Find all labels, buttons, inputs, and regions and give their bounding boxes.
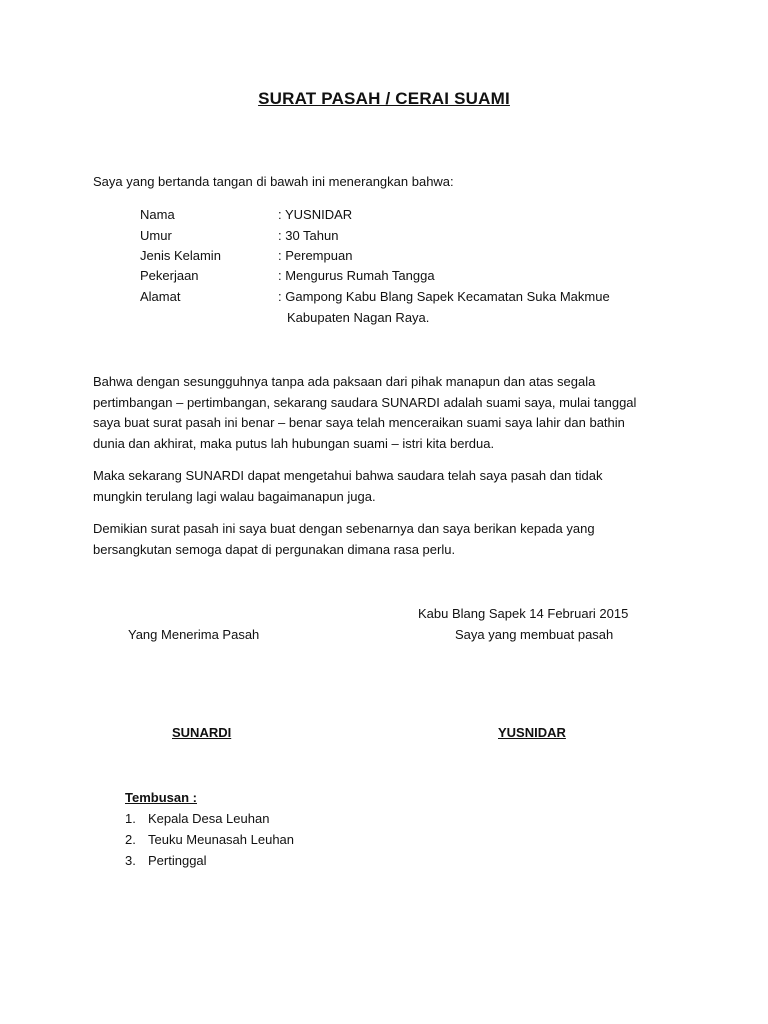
paragraph-line: saya buat surat pasah ini benar – benar saya telah menceraikan suami saya lahir dan bathin — [93, 415, 625, 430]
tembusan-title: Tembusan : — [125, 790, 197, 805]
tembusan-text: Kepala Desa Leuhan — [148, 811, 270, 826]
field-value: : 30 Tahun — [278, 228, 339, 243]
receiver-name: SUNARDI — [172, 725, 232, 740]
paragraph-line: Demikian surat pasah ini saya buat dengan sebenarnya dan saya berikan kepada yang — [93, 521, 595, 536]
tembusan-number: 2. — [125, 832, 136, 847]
paragraph-line: Maka sekarang SUNARDI dapat mengetahui bahwa saudara telah saya pasah dan tidak — [93, 468, 603, 483]
field-label: Pekerjaan — [140, 268, 199, 283]
paragraph-line: dunia dan akhirat, maka putus lah hubungan suami – istri kita berdua. — [93, 435, 495, 451]
field-label: Jenis Kelamin — [140, 248, 221, 263]
paragraph-line: pertimbangan – pertimbangan, sekarang saudara SUNARDI adalah suami saya, mulai tanggal — [93, 394, 637, 410]
maker-title: Saya yang membuat pasah — [455, 627, 614, 642]
paragraph-statement — [93, 372, 663, 454]
field-label: Umur — [140, 228, 172, 243]
tembusan-text: Pertinggal — [148, 853, 207, 868]
document-title: SURAT PASAH / CERAI SUAMI — [258, 89, 510, 108]
paragraph-notice — [93, 466, 663, 507]
place-date: Kabu Blang Sapek 14 Februari 2015 — [418, 606, 629, 621]
maker-name: YUSNIDAR — [498, 725, 566, 740]
intro-text: Saya yang bertanda tangan di bawah ini menerangkan bahwa: — [93, 174, 454, 189]
tembusan-text: Teuku Meunasah Leuhan — [148, 832, 295, 847]
field-value: : Perempuan — [278, 248, 353, 263]
field-value: : YUSNIDAR — [278, 207, 353, 222]
field-value: : Gampong Kabu Blang Sapek Kecamatan Suka Makmue — [278, 289, 610, 304]
address-line-2: Kabupaten Nagan Raya. — [287, 310, 430, 325]
tembusan-number: 1. — [125, 811, 136, 826]
receiver-title: Yang Menerima Pasah — [128, 627, 260, 642]
paragraph-line: Bahwa dengan sesungguhnya tanpa ada paksaan dari pihak manapun dan atas segala — [93, 374, 596, 389]
paragraph-line: bersangkutan semoga dapat di pergunakan dimana rasa perlu. — [93, 541, 456, 557]
field-label: Alamat — [140, 289, 181, 304]
field-value: : Mengurus Rumah Tangga — [278, 268, 435, 283]
tembusan-number: 3. — [125, 853, 136, 868]
paragraph-line: mungkin terulang lagi walau bagaimanapun juga. — [93, 488, 376, 504]
field-label: Nama — [140, 207, 175, 222]
paragraph-closing — [93, 519, 663, 560]
